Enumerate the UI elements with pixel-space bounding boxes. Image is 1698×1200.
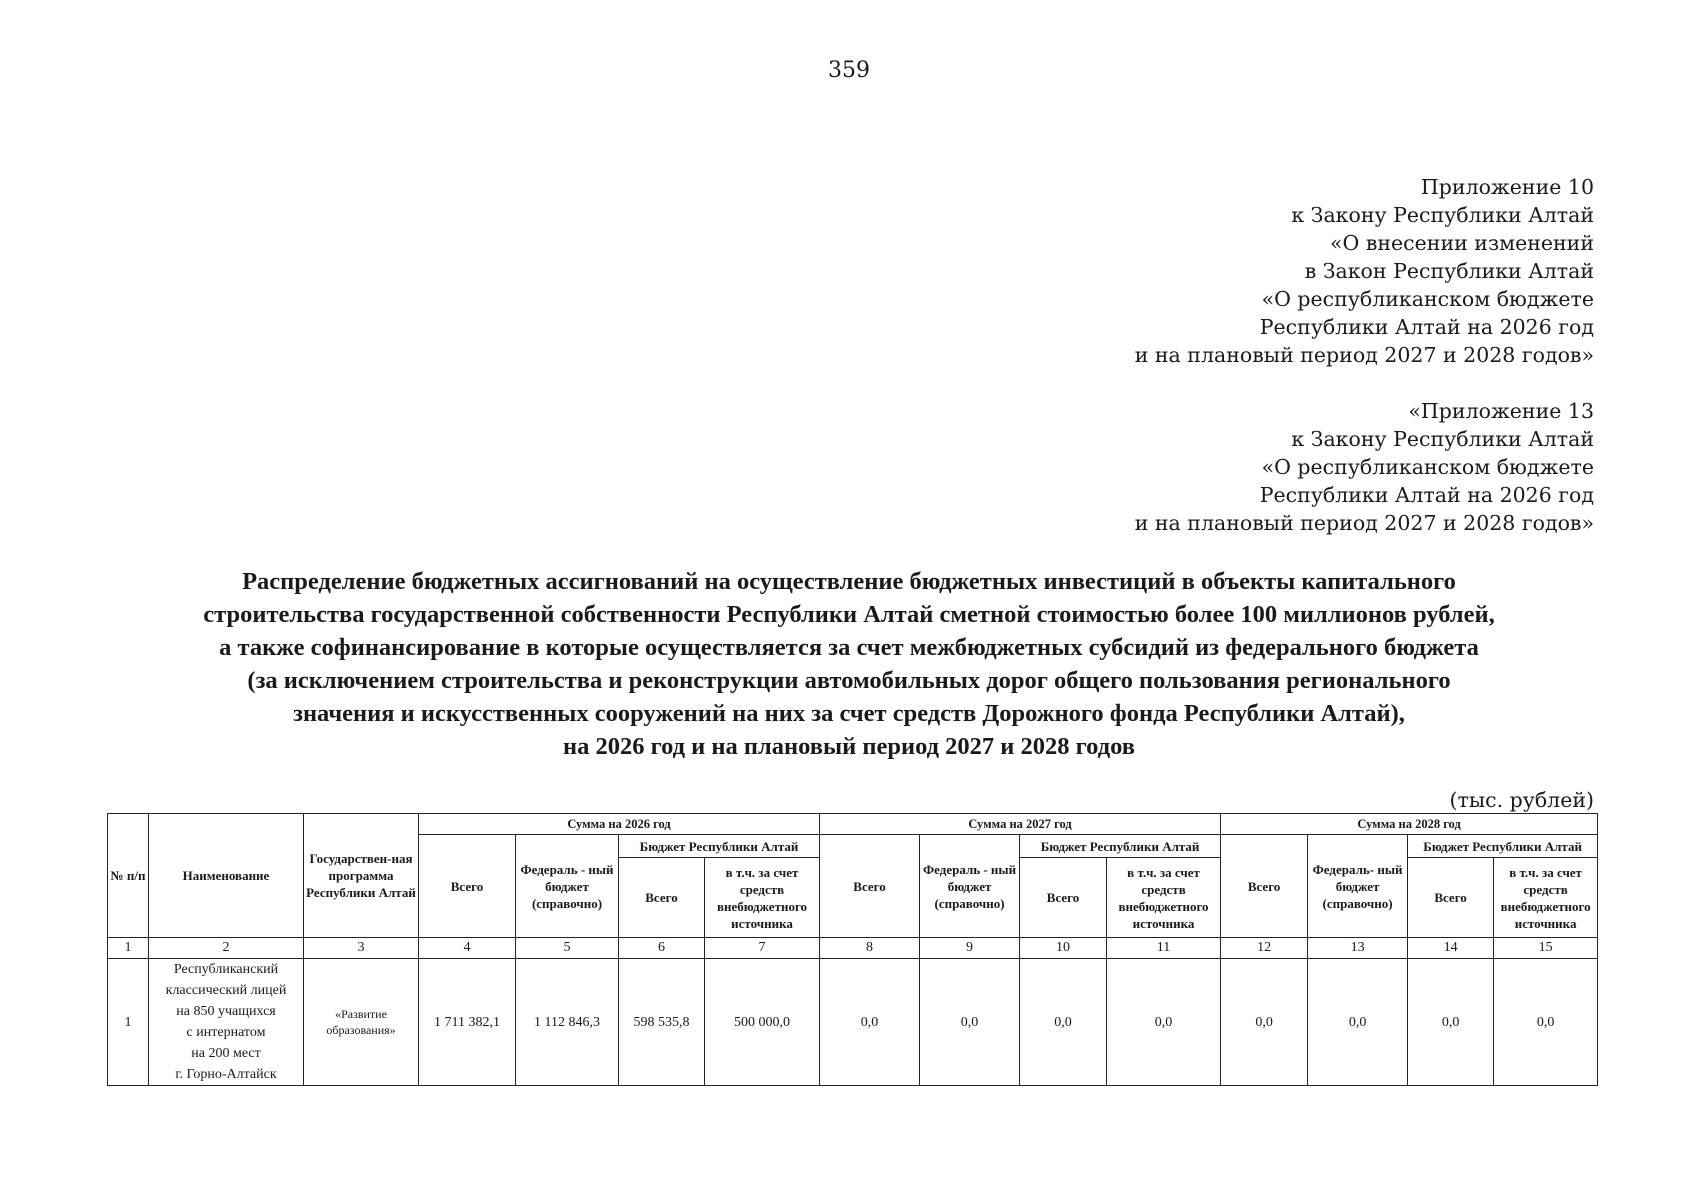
header-year-2028: Сумма на 2028 год <box>1221 814 1598 835</box>
column-number: 15 <box>1494 938 1598 959</box>
header-2027-republic: Бюджет Республики Алтай <box>1020 835 1221 858</box>
column-number: 1 <box>108 938 149 959</box>
table-row <box>108 959 1598 1086</box>
column-number: 5 <box>516 938 619 959</box>
appendix-13-line: к Закону Республики Алтай <box>1291 427 1594 451</box>
budget-table <box>107 813 1598 1086</box>
header-2027-federal: Федераль - ный бюджет (справочно) <box>920 835 1020 938</box>
value-2028-extrabudget: 0,0 <box>1494 959 1598 1086</box>
object-name-line: на 850 учащихся <box>176 1004 276 1019</box>
document-title <box>0 565 1698 763</box>
header-2028-republic-total: Всего <box>1408 858 1494 938</box>
column-number: 9 <box>920 938 1020 959</box>
header-2028-total: Всего <box>1221 835 1308 938</box>
object-name-line: классический лицей <box>165 983 287 998</box>
column-number: 3 <box>304 938 419 959</box>
object-name-line: Республиканский <box>173 962 279 977</box>
title-line: Распределение бюджетных ассигнований на осуществление бюджетных инвестиций в объекты капитального <box>242 568 1456 595</box>
header-program: Государствен-ная программа Республики Алтай <box>304 814 419 938</box>
appendix-10-line: в Закон Республики Алтай <box>1304 259 1594 283</box>
header-2026-total: Всего <box>419 835 516 938</box>
header-2027-total: Всего <box>820 835 920 938</box>
row-number: 1 <box>108 959 149 1086</box>
units-label: (тыс. рублей) <box>1449 788 1594 812</box>
value-2026-republic-total: 598 535,8 <box>619 959 705 1086</box>
appendix-13-line: «Приложение 13 <box>1408 399 1594 423</box>
column-number: 4 <box>419 938 516 959</box>
program-name: «Развитие образования» <box>304 959 419 1086</box>
page-number: 359 <box>828 58 870 83</box>
appendix-10-line: «О внесении изменений <box>1329 231 1594 255</box>
title-line: (за исключением строительства и реконструкции автомобильных дорог общего пользования регионального <box>247 667 1451 694</box>
value-2026-federal: 1 112 846,3 <box>516 959 619 1086</box>
appendix-13-line: Республики Алтай на 2026 год <box>1259 483 1594 507</box>
title-line: значения и искусственных сооружений на них за счет средств Дорожного фонда Республики Алтай), <box>293 700 1405 727</box>
column-number: 11 <box>1107 938 1221 959</box>
appendix-10-line: Республики Алтай на 2026 год <box>1259 315 1594 339</box>
appendix-10-line: и на плановый период 2027 и 2028 годов» <box>1134 343 1594 367</box>
header-year-2026: Сумма на 2026 год <box>419 814 820 835</box>
object-name-line: г. Горно-Алтайск <box>175 1067 277 1082</box>
value-2026-extrabudget: 500 000,0 <box>705 959 820 1086</box>
value-2027-republic-total: 0,0 <box>1020 959 1107 1086</box>
header-2026-republic-total: Всего <box>619 858 705 938</box>
object-name-line: на 200 мест <box>191 1046 261 1061</box>
value-2027-federal: 0,0 <box>920 959 1020 1086</box>
column-number: 7 <box>705 938 820 959</box>
value-2027-total: 0,0 <box>820 959 920 1086</box>
column-number: 10 <box>1020 938 1107 959</box>
header-year-2027: Сумма на 2027 год <box>820 814 1221 835</box>
header-2026-federal: Федераль - ный бюджет (справочно) <box>516 835 619 938</box>
value-2028-federal: 0,0 <box>1308 959 1408 1086</box>
column-number: 2 <box>149 938 304 959</box>
header-2026-extrabudget: в т.ч. за счет средств внебюджетного источника <box>705 858 820 938</box>
header-2026-republic: Бюджет Республики Алтай <box>619 835 820 858</box>
column-number: 13 <box>1308 938 1408 959</box>
header-row-years <box>108 814 1598 835</box>
appendix-13-line: и на плановый период 2027 и 2028 годов» <box>1134 511 1594 535</box>
title-line: а также софинансирование в которые осуществляется за счет межбюджетных субсидий из федерального бюджета <box>219 634 1479 661</box>
title-line: строительства государственной собственности Республики Алтай сметной стоимостью более 100 миллионов рублей, <box>203 601 1495 628</box>
appendix-10-line: к Закону Республики Алтай <box>1291 203 1594 227</box>
value-2026-total: 1 711 382,1 <box>419 959 516 1086</box>
appendix-10-line: Приложение 10 <box>1420 175 1594 199</box>
column-number: 14 <box>1408 938 1494 959</box>
column-number: 8 <box>820 938 920 959</box>
column-number: 12 <box>1221 938 1308 959</box>
column-number: 6 <box>619 938 705 959</box>
header-name: Наименование <box>149 814 304 938</box>
column-number-row <box>108 938 1598 959</box>
value-2027-extrabudget: 0,0 <box>1107 959 1221 1086</box>
object-name <box>149 959 304 1086</box>
object-name-line: с интернатом <box>186 1025 266 1040</box>
header-2028-extrabudget: в т.ч. за счет средств внебюджетного источника <box>1494 858 1598 938</box>
title-line: на 2026 год и на плановый период 2027 и 2028 годов <box>562 733 1135 760</box>
header-2028-republic: Бюджет Республики Алтай <box>1408 835 1598 858</box>
header-2027-republic-total: Всего <box>1020 858 1107 938</box>
appendix-10-line: «О республиканском бюджете <box>1261 287 1594 311</box>
header-2027-extrabudget: в т.ч. за счет средств внебюджетного источника <box>1107 858 1221 938</box>
header-2028-federal: Федераль- ный бюджет (справочно) <box>1308 835 1408 938</box>
header-num: № п/п <box>108 814 149 938</box>
value-2028-total: 0,0 <box>1221 959 1308 1086</box>
value-2028-republic-total: 0,0 <box>1408 959 1494 1086</box>
appendix-13-line: «О республиканском бюджете <box>1261 455 1594 479</box>
appendix-13-heading <box>1135 397 1594 537</box>
appendix-10-heading <box>1135 173 1594 369</box>
